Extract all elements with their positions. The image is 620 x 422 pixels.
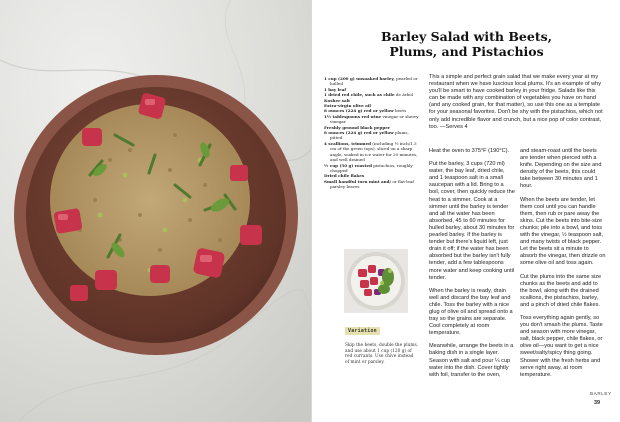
ingredient-item: 1 bay leaf: [324, 86, 347, 92]
ingredient-list: [324, 76, 420, 190]
method-paragraph: Heat the oven to 375°F (190°C).: [429, 148, 510, 154]
ingredient-item: 1½ tablespoons red wine vinegar or sherry vinegar: [324, 113, 419, 125]
ingredient-item: Extra-virgin olive oil: [324, 103, 371, 109]
ingredient-item: 8 ounces (224 g) red or yellow plums, pitted: [324, 130, 409, 141]
ingredient-item: ½ cup (50 g) roasted pistachios, roughly chopped: [324, 162, 413, 173]
ingredient-item: 8 ounces (224 g) red or yellow beets: [324, 108, 407, 114]
ingredient-item: 4 scallions, trimmed (including ½ inch/1.3 cm of the green tops), sliced on a sharp angle, soaked in ice water for 20 minutes, and well drained: [324, 140, 418, 163]
recipe-title-line1: Barley Salad with Beets,: [381, 29, 552, 44]
page-number: 39: [594, 400, 600, 406]
ingredient-item: 1 cup (200 g) unsoaked barley, pearled or hulled: [324, 76, 418, 87]
variation-note: [345, 319, 419, 365]
method-paragraph: Put the barley, 3 cups (720 ml) water, the bay leaf, dried chile, and 1 teaspoon salt in a small saucepan with a lid. Bring to a boil, cover, then quickly reduce the heat to a simmer. Cook at a simmer until the barley is tender and all the water has been absorbed, 45 to 60 minutes for hulled barley, about 30 minutes for pearled barley. If the barley is tender but there's liquid left, just drain it off; if the water has been absorbed but the barley isn't fully tender, add a few tablespoons more water and keep cooking until tender.: [429, 161, 515, 281]
method-paragraph: Meanwhile, arrange the beets in a baking dish in a single layer. Season with salt and pour ¼ cup water into the dish. Cover tightly with foil, transfer to the oven,: [429, 343, 514, 378]
ingredient-item: Dried chile flakes: [324, 173, 365, 179]
beets-plums-thumbnail: [344, 249, 408, 313]
recipe-page: [311, 0, 620, 422]
method-paragraph: When the barley is ready, drain well and discard the bay leaf and chile. Toss the barley with a nice glug of olive oil and spread onto a tray so the grains are separate. Cool completely at room temperature.: [429, 287, 513, 337]
variation-tag: Variation: [345, 327, 380, 335]
method-column-right: [520, 148, 606, 385]
section-label: BARLEY: [590, 391, 612, 396]
method-column-left: [429, 148, 515, 385]
ingredient-item: Small handful torn mint and/ or flat-leaf parsley leaves: [324, 178, 414, 190]
recipe-intro: This a simple and perfect grain salad that we make every year at my restaurant when we have luscious local plums. It's an example of why you'll be smart to have cooked barley in your fridge. Salads like this can be made with any combination of vegetables you have on hand (and any cooked grain, for that matter), so use this one as a template for your seasonal favorites. Don't be shy with the pistachios, which not only add incredible flavor and crunch, but a nice pop of color contrast, too. —Serves 4: [429, 74, 603, 130]
method-paragraph: and steam-roast until the beets are tender when pierced with a knife. Depending on the size and density of the beets, this could take between 30 minutes and 1 hour.: [520, 148, 602, 190]
ingredient-item: 1 dried red chile, such as chile de árbol: [324, 92, 414, 98]
ingredient-item: Freshly ground black pepper: [324, 124, 391, 130]
method-paragraph: When the beets are tender, let them cool until you can handle them, then rub or pare away the skins. Cut the beets into bite-size chunks; pile into a bowl, and toss with the vinegar, ½ teaspoon salt, and many twists of black pepper. Let the beets sit a minute to absorb the vinegar, then drizzle on some olive oil and toss again.: [520, 196, 606, 267]
ingredient-item: Kosher salt: [324, 97, 351, 103]
method-paragraph: Cut the plums into the same size chunks as the beets and add to the bowl, along with the drained scallions, the pistachios, barley, and a pinch of dried chile flakes.: [520, 273, 602, 308]
method-paragraph: Toss everything again gently, so you don't smash the plums. Taste and season with more vinegar, salt, black pepper, chile flakes, or olive oil—you want to get a nice sweet/salty/spicy thing going. Shower with the fresh herbs and serve right away, at room temperature.: [520, 314, 603, 378]
variation-text: Skip the beets, double the plums, and use about 1 cup (120 g) of red currants. Use chive instead of mint or parsley.: [345, 343, 419, 365]
recipe-title-line2: Plums, and Pistachios: [389, 44, 544, 59]
